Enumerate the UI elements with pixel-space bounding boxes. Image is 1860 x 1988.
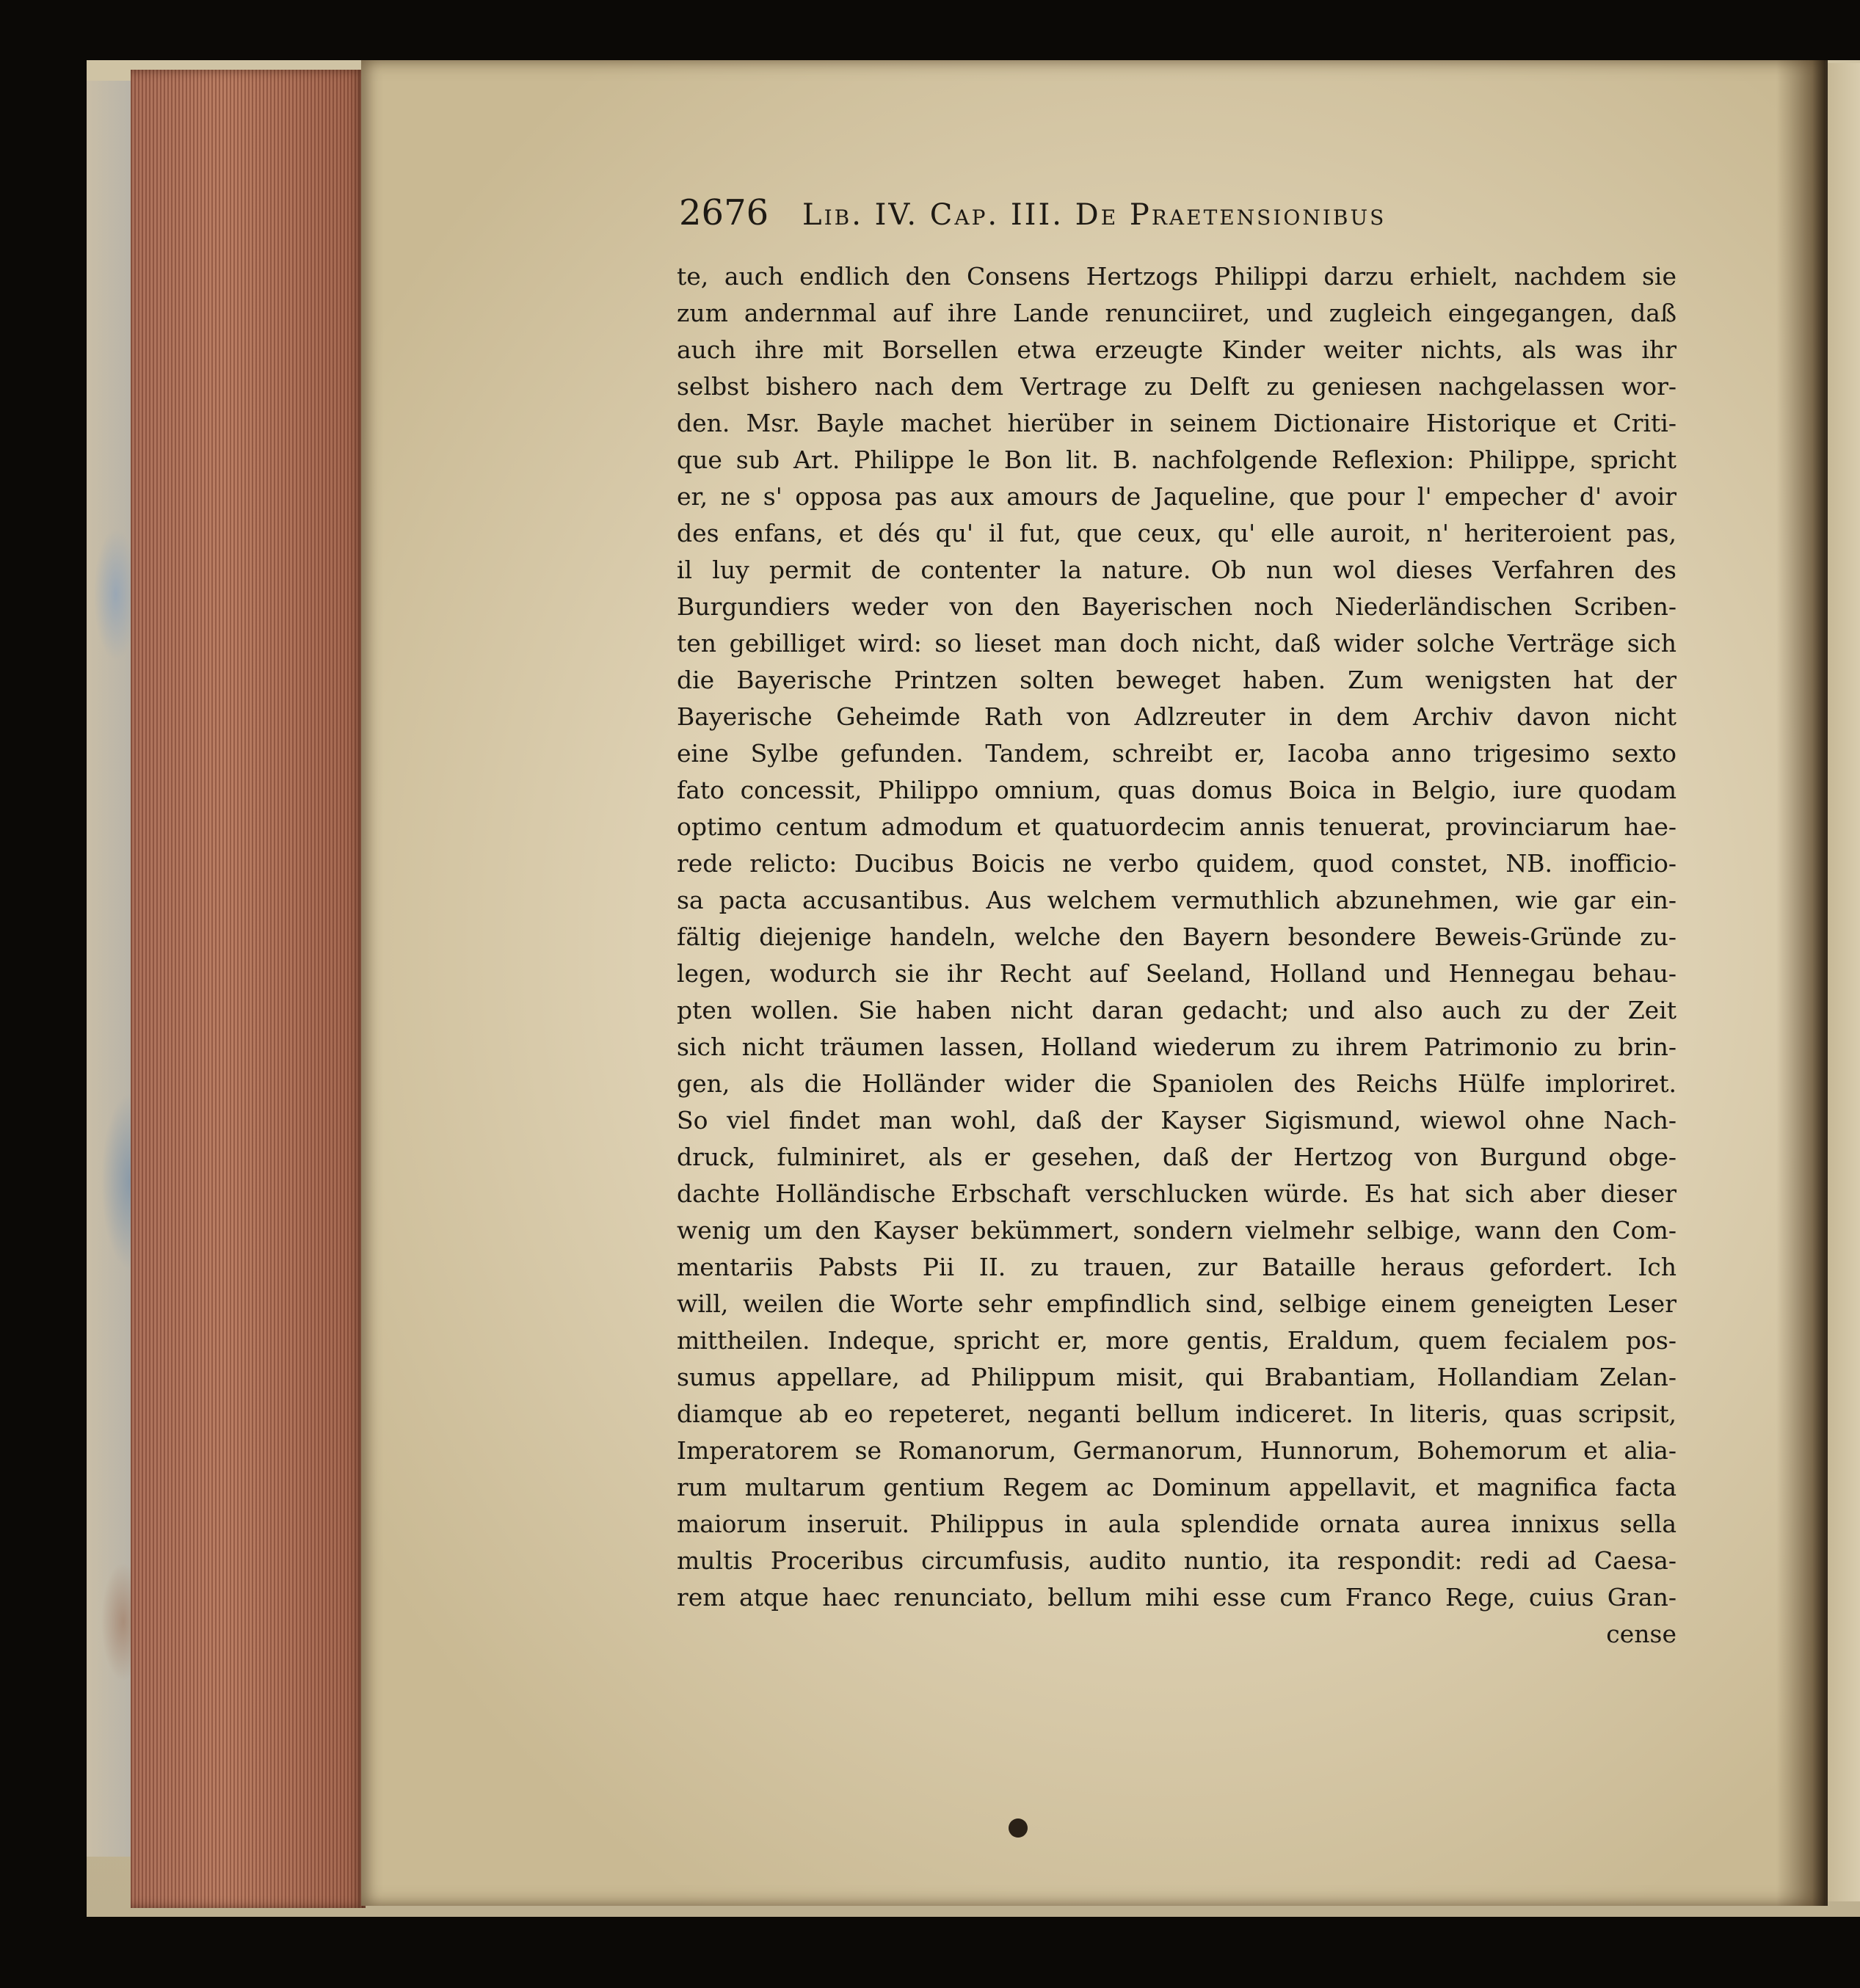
text-line: mittheilen. Indeque, spricht er, more gentis, Eraldum, quem fecialem pos- [677, 1326, 1676, 1355]
text-line: que sub Art. Philippe le Bon lit. B. nachfolgende Reflexion: Philippe, spricht [677, 445, 1676, 474]
text-line: rede relicto: Ducibus Boicis ne verbo quidem, quod constet, NB. inofficio- [677, 849, 1676, 878]
text-line: will, weilen die Worte sehr empfindlich sind, selbige einem geneigten Leser [677, 1289, 1676, 1318]
text-line: fältig diejenige handeln, welche den Bayern besondere Beweis-Gründe zu- [677, 922, 1676, 951]
text-line: wenig um den Kayser bekümmert, sondern vielmehr selbige, wann den Com- [677, 1216, 1676, 1245]
text-line: dachte Holländische Erbschaft verschlucken würde. Es hat sich aber dieser [677, 1179, 1676, 1208]
text-line: maiorum inseruit. Philippus in aula splendide ornata aurea innixus sella [677, 1510, 1676, 1538]
ornament-dot [1009, 1818, 1028, 1838]
page-header [679, 192, 1516, 233]
text-line: cense [1606, 1620, 1676, 1648]
text-line: optimo centum admodum et quatuordecim annis tenuerat, provinciarum hae- [677, 812, 1676, 841]
text-line: Bayerische Geheimde Rath von Adlzreuter in dem Archiv davon nicht [677, 702, 1676, 731]
text-line: rum multarum gentium Regem ac Dominum appellavit, et magnifica facta [677, 1473, 1676, 1501]
text-line: druck, fulminiret, als er gesehen, daß der Hertzog von Burgund obge- [677, 1143, 1676, 1171]
running-title: Lib. IV. Cap. III. De Praetensionibus [802, 198, 1387, 232]
text-line: auch ihre mit Borsellen etwa erzeugte Kinder weiter nichts, als was ihr [677, 335, 1676, 364]
text-line: den. Msr. Bayle machet hierüber in seinem Dictionaire Historique et Criti- [677, 409, 1676, 437]
text-line: il luy permit de contenter la nature. Ob nun wol dieses Verfahren des [677, 556, 1676, 584]
page-number: 2676 [679, 192, 769, 233]
text-line: diamque ab eo repeteret, neganti bellum indiceret. In literis, quas scripsit, [677, 1399, 1676, 1428]
text-line: te, auch endlich den Consens Hertzogs Philippi darzu erhielt, nachdem sie [677, 262, 1676, 291]
text-line: sumus appellare, ad Philippum misit, qui Brabantiam, Hollandiam Zelan- [677, 1363, 1676, 1391]
text-line: eine Sylbe gefunden. Tandem, schreibt er, Iacoba anno trigesimo sexto [677, 739, 1676, 768]
body-text [677, 258, 1676, 1653]
text-line: mentariis Pabsts Pii II. zu trauen, zur Bataille heraus gefordert. Ich [677, 1253, 1676, 1281]
text-line: fato concessit, Philippo omnium, quas domus Boica in Belgio, iure quodam [677, 776, 1676, 804]
facing-page-edge [1828, 63, 1860, 1901]
text-line: sich nicht träumen lassen, Holland wiederum zu ihrem Patrimonio zu brin- [677, 1033, 1676, 1061]
text-line: er, ne s' opposa pas aux amours de Jaqueline, que pour l' empecher d' avoir [677, 482, 1676, 511]
text-line: die Bayerische Printzen solten beweget haben. Zum wenigsten hat der [677, 666, 1676, 694]
text-line: gen, als die Holländer wider die Spaniolen des Reichs Hülfe imploriret. [677, 1069, 1676, 1098]
text-line: multis Proceribus circumfusis, audito nuntio, ita respondit: redi ad Caesa- [677, 1546, 1676, 1575]
text-line: des enfans, et dés qu' il fut, que ceux, qu' elle auroit, n' heriteroient pas, [677, 519, 1676, 547]
text-line: Imperatorem se Romanorum, Germanorum, Hunnorum, Bohemorum et alia- [677, 1436, 1676, 1465]
text-line: rem atque haec renunciato, bellum mihi esse cum Franco Rege, cuius Gran- [677, 1583, 1676, 1612]
page-edges [131, 70, 366, 1908]
text-line: Burgundiers weder von den Bayerischen noch Niederländischen Scriben- [677, 592, 1676, 621]
gutter-shadow [1776, 60, 1828, 1906]
text-line: zum andernmal auf ihre Lande renunciiret, und zugleich eingegangen, daß [677, 299, 1676, 327]
text-line: So viel findet man wohl, daß der Kayser Sigismund, wiewol ohne Nach- [677, 1106, 1676, 1135]
text-line: legen, wodurch sie ihr Recht auf Seeland, Holland und Hennegau behau- [677, 959, 1676, 988]
text-line: selbst bishero nach dem Vertrage zu Delft zu geniesen nachgelassen wor- [677, 372, 1676, 401]
text-line: sa pacta accusantibus. Aus welchem vermuthlich abzunehmen, wie gar ein- [677, 886, 1676, 914]
text-line: pten wollen. Sie haben nicht daran gedacht; und also auch zu der Zeit [677, 996, 1676, 1024]
text-line: ten gebilliget wird: so lieset man doch nicht, daß wider solche Verträge sich [677, 629, 1676, 658]
